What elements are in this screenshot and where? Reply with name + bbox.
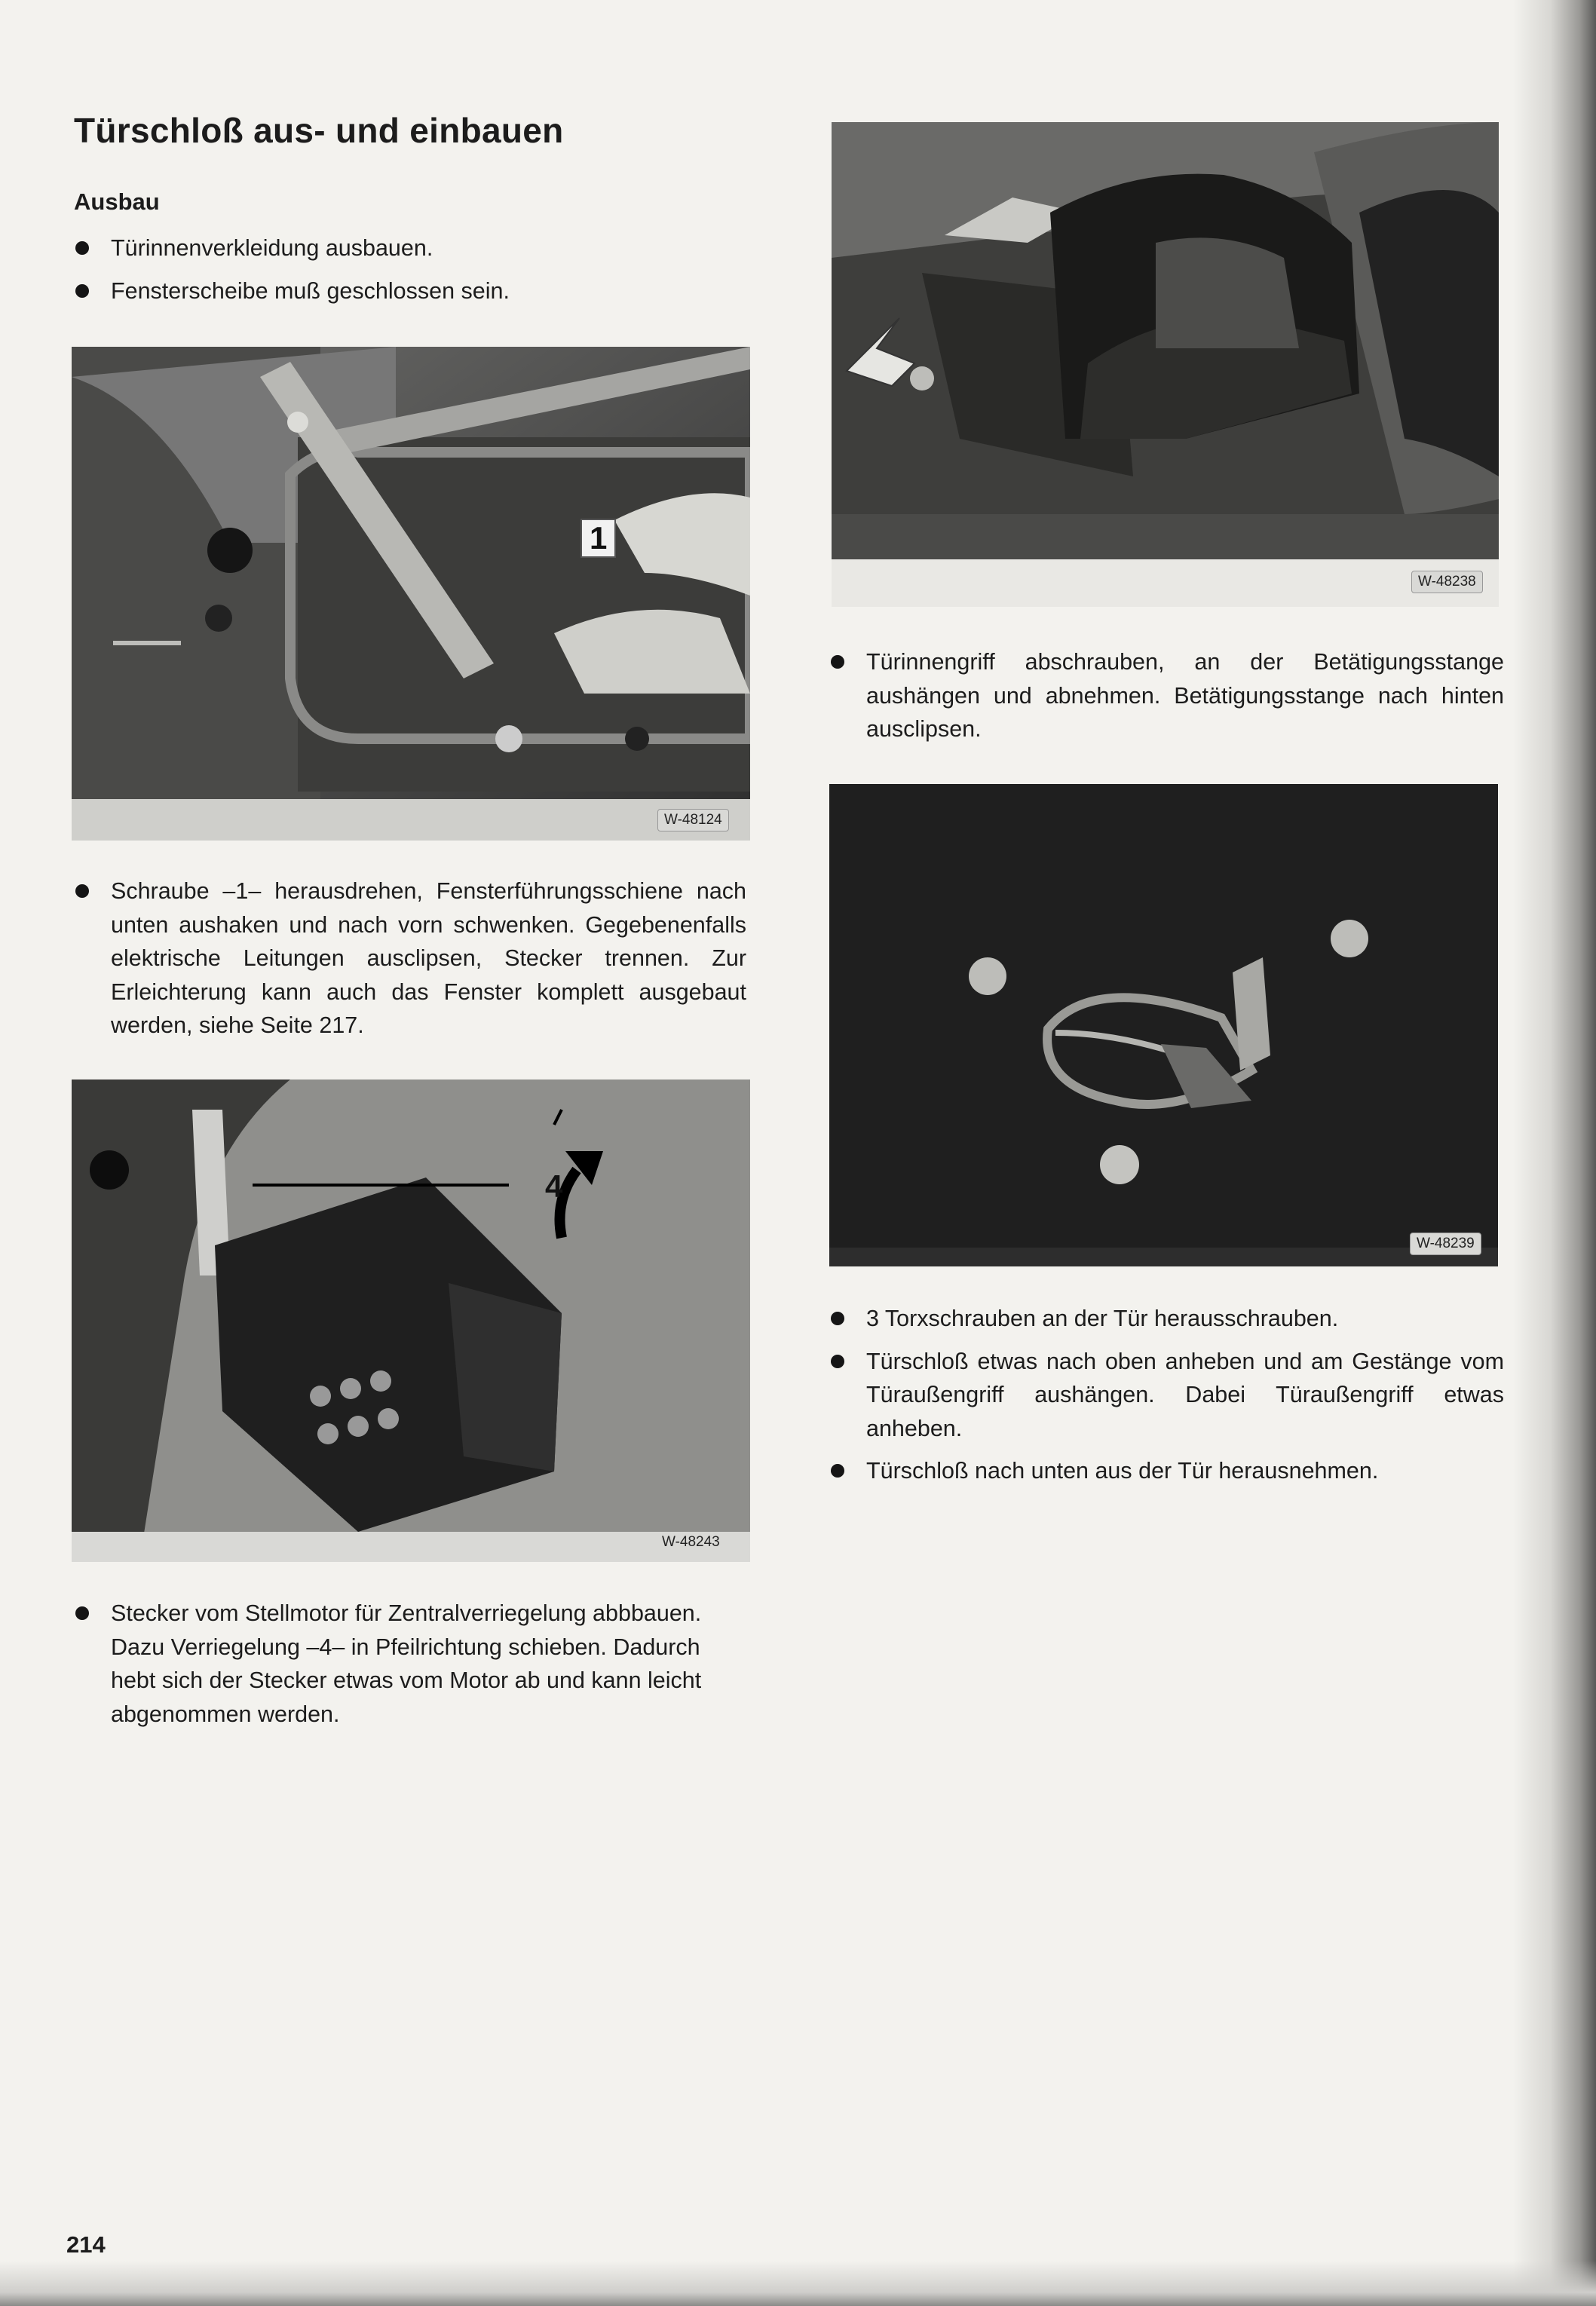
door-handle-illustration (832, 122, 1499, 607)
bullet-text: Fensterscheibe muß geschlossen sein. (111, 277, 510, 304)
bullet-list-connector (74, 1597, 746, 1740)
photo-connector (72, 1080, 750, 1562)
bullet-item (829, 1302, 1504, 1336)
photo-code-label: W-48238 (1411, 571, 1483, 593)
page-number: 214 (66, 2231, 106, 2258)
bullet-dot-icon (75, 284, 89, 298)
bullet-text: 3 Torxschrauben an der Tür herausschrauben. (866, 1306, 1339, 1331)
bullet-item (74, 1597, 746, 1731)
callout-4-label: 4 (545, 1168, 563, 1204)
bullet-item (74, 231, 737, 265)
photo-window-rail (72, 347, 750, 841)
section-heading-ausbau: Ausbau (74, 188, 160, 215)
bullet-text: Schraube –1– herausdrehen, Fensterführungsschiene nach unten aushaken und nach vorn schwenken. Gegebenenfalls elektrische Leitungen ausclipsen, Stecker trennen. Zur Erleichterung kann auch das Fenster komplett ausgebaut werden, siehe Seite 217. (111, 878, 746, 1038)
bullet-dot-icon (831, 655, 844, 669)
window-rail-illustration (72, 347, 750, 841)
bullet-dot-icon (831, 1355, 844, 1368)
bullet-list-door-handle (829, 645, 1504, 755)
photo-code-label: W-48124 (657, 809, 729, 831)
bullet-dot-icon (75, 884, 89, 898)
bullet-dot-icon (831, 1464, 844, 1478)
bullet-item (829, 645, 1504, 746)
page-title: Türschloß aus- und einbauen (74, 111, 564, 150)
lock-screws-illustration (829, 784, 1498, 1266)
bullet-item (74, 874, 746, 1043)
photo-code-label: W-48243 (662, 1534, 720, 1550)
page-bottom-shadow (0, 2261, 1596, 2306)
bullet-item (829, 1345, 1504, 1446)
bullet-list-intro (74, 231, 737, 317)
bullet-text: Türinnenverkleidung ausbauen. (111, 235, 433, 261)
connector-illustration (72, 1080, 750, 1562)
bullet-list-window-rail (74, 874, 746, 1052)
page-edge-shadow (1513, 0, 1596, 2306)
photo-lock-screws (829, 784, 1498, 1266)
bullet-dot-icon (75, 241, 89, 255)
bullet-text: Türschloß etwas nach oben anheben und am Gestänge vom Türaußengriff aushängen. Dabei Türaußengriff etwas anheben. (866, 1348, 1504, 1441)
bullet-dot-icon (831, 1312, 844, 1325)
bullet-item (829, 1454, 1504, 1488)
callout-1-label: 1 (581, 519, 616, 558)
photo-code-label: W-48239 (1410, 1233, 1481, 1255)
bullet-text: Türinnengriff abschrauben, an der Betätigungsstange aushängen und abnehmen. Betätigungsstange nach hinten ausclipsen. (866, 649, 1504, 742)
bullet-dot-icon (75, 1606, 89, 1620)
photo-door-handle (832, 122, 1499, 607)
bullet-text: Stecker vom Stellmotor für Zentralverriegelung abbbauen. Dazu Verriegelung –4– in Pfeilrichtung schieben. Dadurch hebt sich der Stecker etwas vom Motor ab und kann leicht abgenommen werden. (111, 1600, 702, 1727)
bullet-text: Türschloß nach unten aus der Tür herausnehmen. (866, 1458, 1379, 1484)
bullet-list-lock-removal (829, 1302, 1504, 1497)
bullet-item (74, 274, 737, 308)
